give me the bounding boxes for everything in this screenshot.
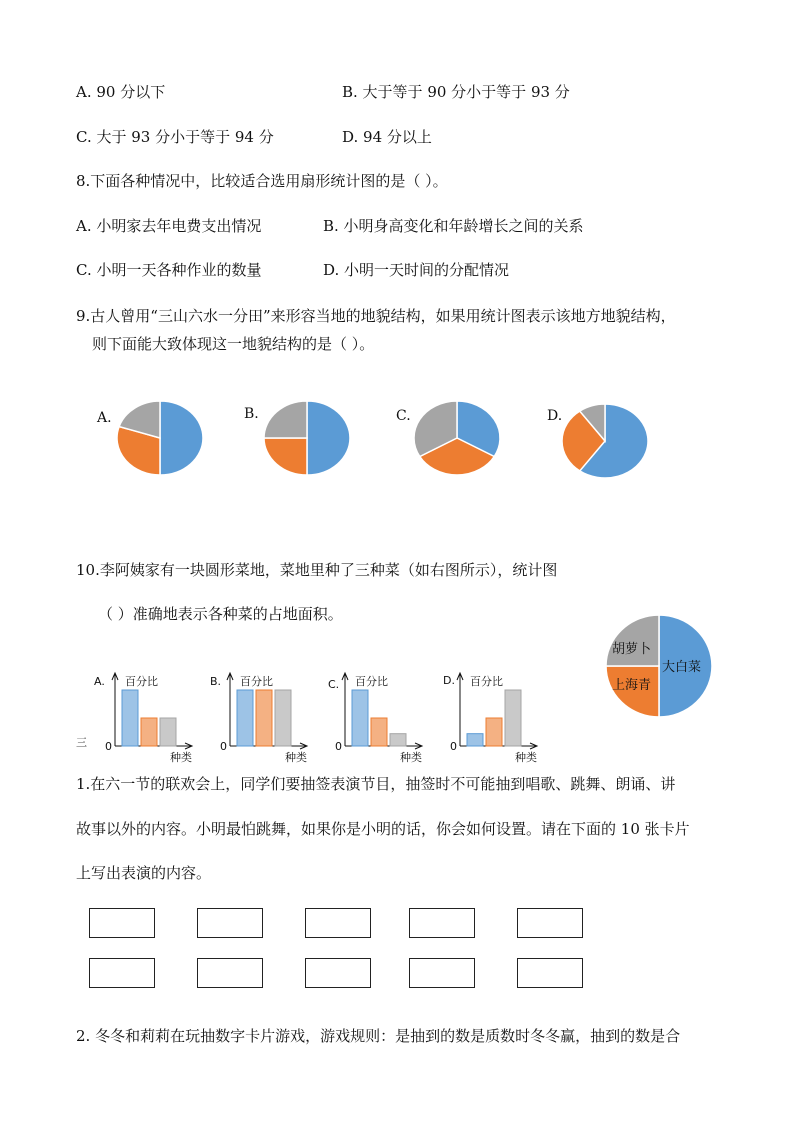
q10-stem-line1: 10.李阿姨家有一块圆形菜地，菜地里种了三种菜（如右图所示），统计图 bbox=[76, 561, 558, 579]
q10-chart-xlabel-4: 种类 bbox=[515, 751, 537, 764]
q10-chart-label-2: B. bbox=[210, 675, 222, 688]
answer-card-1[interactable] bbox=[89, 908, 155, 938]
q10-chart-xlabel-1: 种类 bbox=[170, 751, 192, 764]
answer-card-6[interactable] bbox=[89, 958, 155, 988]
bar-1 bbox=[467, 734, 483, 746]
answer-card-2[interactable] bbox=[197, 908, 263, 938]
q9-pie-label-1: A. bbox=[97, 410, 112, 426]
q10-chart-ylabel-1: 百分比 bbox=[125, 675, 158, 688]
q10-stem-line2: （ ）准确地表示各种菜的占地面积。 bbox=[98, 605, 343, 623]
answer-card-9[interactable] bbox=[409, 958, 475, 988]
q9-stem-line1: 9.古人曾用“三山六水一分田”来形容当地的地貌结构，如果用统计图表示该地方地貌结构， bbox=[76, 307, 676, 325]
answer-card-3[interactable] bbox=[305, 908, 371, 938]
q10-chart-origin-3: 0 bbox=[335, 740, 342, 753]
q10-chart-xlabel-3: 种类 bbox=[400, 751, 422, 764]
s3-q1-line1: 1.在六一节的联欢会上，同学们要抽签表演节目，抽签时不可能抽到唱歌、跳舞、朗诵、讲 bbox=[76, 775, 676, 793]
answer-card-5[interactable] bbox=[517, 908, 583, 938]
q9-stem-line2: 则下面能大致体现这一地貌结构的是（ ）。 bbox=[92, 335, 375, 353]
answer-card-10[interactable] bbox=[517, 958, 583, 988]
q10-chart-label-3: C. bbox=[328, 678, 340, 691]
q10-chart-ylabel-2: 百分比 bbox=[240, 675, 273, 688]
bar-3 bbox=[505, 690, 521, 746]
answer-card-7[interactable] bbox=[197, 958, 263, 988]
garden-pie-label-2: 上海青 bbox=[612, 678, 652, 693]
s3-q2-line1: 2. 冬冬和莉莉在玩抽数字卡片游戏，游戏规则：是抽到的数是质数时冬冬赢，抽到的数是合 bbox=[76, 1027, 681, 1045]
s3-q1-line2: 故事以外的内容。小明最怕跳舞，如果你是小明的话，你会如何设置。请在下面的 10 张卡片 bbox=[76, 820, 690, 838]
q8-stem: 8.下面各种情况中，比较适合选用扇形统计图的是（ ）。 bbox=[76, 172, 448, 190]
q10-chart-xlabel-2: 种类 bbox=[285, 751, 307, 764]
q7-option-a: A. 90 分以下 bbox=[76, 83, 166, 101]
q7-option-d: D. 94 分以上 bbox=[342, 128, 432, 146]
q10-chart-ylabel-4: 百分比 bbox=[470, 675, 503, 688]
q10-chart-ylabel-3: 百分比 bbox=[355, 675, 388, 688]
q10-chart-label-1: A. bbox=[94, 675, 105, 688]
q10-chart-origin-4: 0 bbox=[450, 740, 457, 753]
q8-option-a: A. 小明家去年电费支出情况 bbox=[76, 217, 262, 235]
section-fragment: 三 bbox=[76, 736, 87, 749]
q9-pie-label-2: B. bbox=[244, 406, 259, 422]
q9-pie-label-3: C. bbox=[396, 408, 411, 424]
q8-option-d: D. 小明一天时间的分配情况 bbox=[323, 261, 510, 279]
answer-card-8[interactable] bbox=[305, 958, 371, 988]
garden-pie-label-1: 大白菜 bbox=[662, 660, 702, 675]
answer-card-4[interactable] bbox=[409, 908, 475, 938]
bar-2 bbox=[486, 718, 502, 746]
q10-chart-origin-1: 0 bbox=[105, 740, 112, 753]
q8-option-b: B. 小明身高变化和年龄增长之间的关系 bbox=[323, 217, 584, 235]
q7-option-b: B. 大于等于 90 分小于等于 93 分 bbox=[342, 83, 570, 101]
q9-pie-label-4: D. bbox=[547, 408, 563, 424]
q10-chart-label-4: D. bbox=[443, 674, 455, 687]
s3-q1-line3: 上写出表演的内容。 bbox=[76, 864, 212, 882]
q10-chart-origin-2: 0 bbox=[220, 740, 227, 753]
garden-pie-label-3: 胡萝卜 bbox=[612, 642, 652, 657]
q8-option-c: C. 小明一天各种作业的数量 bbox=[76, 261, 262, 279]
q7-option-c: C. 大于 93 分小于等于 94 分 bbox=[76, 128, 274, 146]
